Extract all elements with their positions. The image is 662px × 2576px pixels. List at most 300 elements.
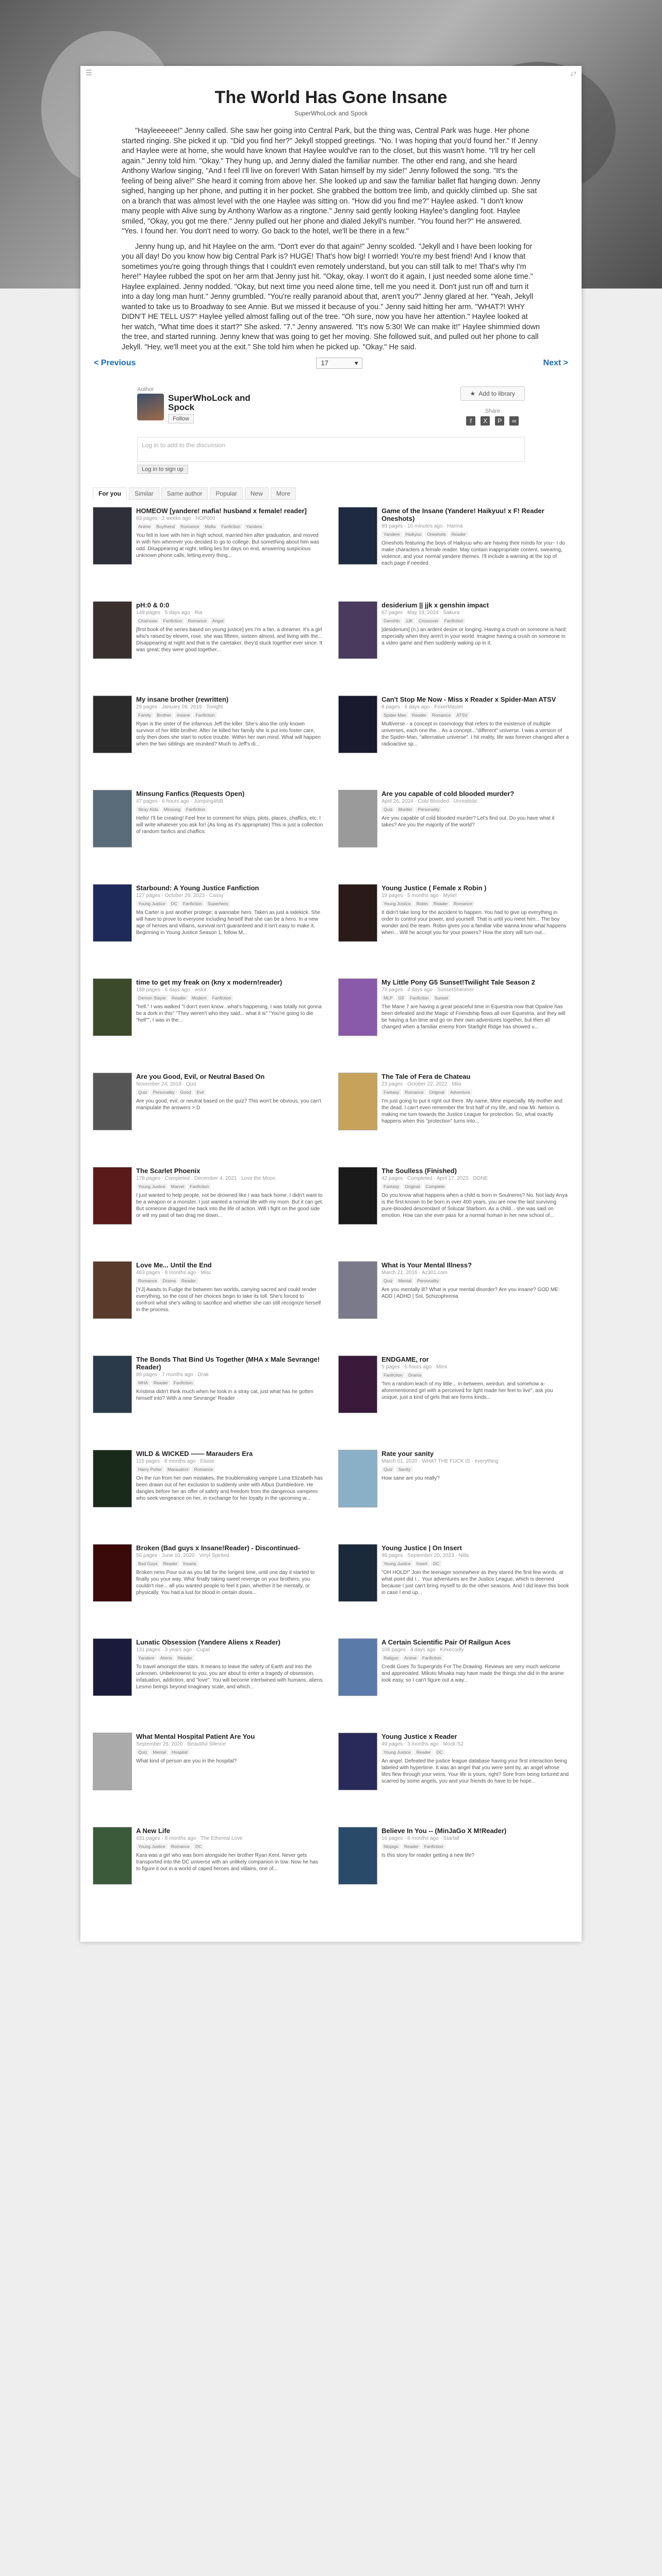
- cover-image[interactable]: [338, 1827, 377, 1885]
- tag[interactable]: Fanfiction: [161, 618, 184, 624]
- card-description: "OH HOLD!" Join the teenager somewhere as they stared the first few words, at what point did I... Your adventures are the Justice League, which is deemed because I just can't bring myself to do the other seasons. And I did leave this book in case I end up...: [382, 1570, 569, 1596]
- card-description: An angel. Defeated the justice league database having your first interaction being labeled with hypertime. It was an angel that you were sent by, an angel whose lifes flew through your veins. Your life is yours, right? Sore from being tortured and scarred by some angels, you and your friends do have to be hope...: [382, 1758, 569, 1784]
- card-title[interactable]: Minsung Fanfics (Requests Open): [136, 790, 245, 798]
- card-tags: [136, 1561, 324, 1567]
- card-title[interactable]: Broken (Bad guys x Insane!Reader) - Discontinued-: [136, 1544, 300, 1552]
- card-title[interactable]: Are you capable of cold blooded murder?: [382, 790, 515, 798]
- tag[interactable]: Insane: [175, 712, 192, 718]
- card-title[interactable]: Young Justice ( Female x Robin ): [382, 884, 487, 892]
- tag[interactable]: Romance: [452, 901, 474, 907]
- tag[interactable]: Ninjago: [382, 1843, 401, 1850]
- recommendation-card[interactable]: [91, 601, 326, 696]
- card-meta: 83 pages · 2 weeks ago · HOP000: [136, 516, 216, 521]
- tag[interactable]: Boyfriend: [154, 523, 177, 530]
- tag[interactable]: Stray Kids: [136, 806, 160, 812]
- card-tags: [382, 1372, 569, 1378]
- cover-image[interactable]: [93, 884, 132, 942]
- tag[interactable]: Evil: [194, 1089, 206, 1095]
- recommendation-card[interactable]: [336, 1261, 571, 1355]
- tag[interactable]: Fanfiction: [188, 1183, 211, 1190]
- recommendation-card[interactable]: [91, 507, 326, 601]
- tag[interactable]: Romance: [178, 523, 201, 530]
- tag[interactable]: Reader: [410, 712, 428, 718]
- recommendation-card[interactable]: [336, 1544, 571, 1638]
- tag[interactable]: Good: [178, 1089, 193, 1095]
- card-description: Is this story for reader getting a new life?: [382, 1853, 475, 1858]
- tag[interactable]: Reader: [161, 1561, 179, 1567]
- tag[interactable]: Reader: [432, 901, 450, 907]
- cover-image[interactable]: [338, 601, 377, 659]
- card-title[interactable]: pH:0 & 0:0: [136, 601, 170, 609]
- recommendation-card[interactable]: [336, 1827, 571, 1921]
- recommendation-card[interactable]: [91, 696, 326, 790]
- card-info: [382, 1827, 569, 1921]
- login-button[interactable]: Log in to sign up: [137, 465, 188, 474]
- card-description: The Mane 7 are having a great peaceful time in Equestria now that Opaline has been defeated and the Magic of Friendship flows all over Equestria, and they will be having a fun time and go on their own adventures together, but then all changed when a familiar enemy from Starlight Ridge has showed u...: [382, 1004, 566, 1030]
- card-title[interactable]: The Bonds That Bind Us Together (MHA x Male Sevrange! Reader): [136, 1355, 320, 1371]
- tag[interactable]: Quiz: [382, 1466, 394, 1472]
- tag[interactable]: Quiz: [382, 1278, 394, 1284]
- tag[interactable]: Fantasy: [382, 1089, 401, 1095]
- tag[interactable]: MLP: [382, 995, 394, 1001]
- recommendation-card[interactable]: [91, 1261, 326, 1355]
- tag[interactable]: Fanfiction: [172, 1380, 195, 1386]
- card-info: [136, 507, 324, 601]
- tag[interactable]: Reader: [415, 1749, 433, 1755]
- card-meta: 19 pages · 5 months ago · Mytiel: [382, 893, 457, 899]
- comment-box[interactable]: Log in to add to the discussion: [137, 437, 525, 462]
- tag[interactable]: Modern: [190, 995, 209, 1001]
- recommendation-card[interactable]: [91, 790, 326, 884]
- tag[interactable]: Original: [403, 1183, 422, 1190]
- tag[interactable]: Demon Slayer: [136, 995, 168, 1001]
- tag[interactable]: Complete: [424, 1183, 446, 1190]
- card-description: I'm just going to put it right out there. My name, Mine especially. My mother and the dead. I can't even remember the first half of my life, and now Mr. Nelson is making me turn towards the Justice League for protection. So, what exactly happens when this "protection" turns into...: [382, 1098, 562, 1124]
- card-title[interactable]: What Mental Hospital Patient Are You: [136, 1733, 255, 1740]
- card-meta: 67 pages · May 19, 2024 · Sakura: [382, 610, 460, 616]
- tag[interactable]: Fanfiction: [442, 618, 466, 624]
- previous-page-link[interactable]: < Previous: [94, 359, 136, 367]
- cover-image[interactable]: [338, 1733, 377, 1790]
- story-paragraph: Jenny hung up, and hit Haylee on the arm. "Don't ever do that again!" Jenny scolded. "Jekyll and I have been looking for you all day! Do you know how big Central Park is? HUGE! That's how big! I worried! You're my best friend! And I know that sometimes you're going through things that I couldn't even remotely understand, but you can still talk to me! That's why I'm here!" Haylee rubbed the spot on her arm that Jenny just hit. "Okay, okay. I won't do it again, I just needed some alone time." Haylee explained. Jenny nodded. "Okay, but next time you need alone time, tell me you need it. Don't just run off and turn it into a day long man hunt." Jenny grumbled. "You're really paranoid about that, aren't you?" Jenny glared at her. "Yeah, Jekyll wanted to take us to Broadway to see Annie. But we missed it because of you." Jenny said hitting her arm. "WHAT?! WHY DIDN'T HE TELL US?" Haylee yelled almost falling out of the tree. "Oh sure, now you have her attention." Haylee looked at her watch, "What time does it start?" She asked. "7." Jenny answered. "It's now 5:30! We can make it!" Haylee shimmied down the tree, and started running. Jenny knew that was going to get her moving. She followed suit, and pulled out her phone to call Jekyll. "Hey, we'll meet you at the exit." She told him when he picked up. "Okay." He said.: [122, 242, 540, 351]
- x-icon[interactable]: X: [481, 416, 490, 426]
- card-tags: [382, 1749, 569, 1755]
- tag[interactable]: Young Justice: [136, 1183, 168, 1190]
- tag[interactable]: Oneshots: [425, 531, 448, 537]
- tag[interactable]: Mental: [396, 1278, 413, 1284]
- cover-image[interactable]: [93, 978, 132, 1036]
- card-description: [desiderium] (n.) an ardent desire or longing. Having a crush on someone is hard; especially when they aren't in your world. Imagine having a crush on someone in a video game and then suddenly waking up in it.: [382, 627, 567, 646]
- cover-image[interactable]: [338, 1638, 377, 1696]
- cover-image[interactable]: [338, 978, 377, 1036]
- recommendation-card[interactable]: [336, 1638, 571, 1733]
- card-meta: 42 pages · Completed · April 17, 2023 · DONE: [382, 1176, 488, 1181]
- tag[interactable]: Brother: [155, 712, 173, 718]
- card-tags: [382, 1089, 569, 1095]
- tag[interactable]: Fanfiction: [422, 1843, 445, 1850]
- link-icon[interactable]: ∞: [509, 416, 519, 426]
- card-description: Kara was a girl who was born alongside her brother Ryan Kent. Never gets transported into the DC universe with an unlikely companion in tow. Now he has to figure it out in a world of caped heroes and villains, one of...: [136, 1853, 318, 1872]
- card-description: On the run from her own mistakes, the troublemaking vampire Luna Elizabeth has been drawn out of her exclusion to suddenly unite with Albus Dumbledore. He dangles before her an offer of safety and freedom from the dangerous vampires who seek vengeance on her, in exchange for her loyalty in the upcoming w...: [136, 1476, 323, 1501]
- card-meta: 79 pages · 4 days ago · SunsetShimmer: [382, 987, 474, 993]
- tag[interactable]: Romance: [186, 618, 208, 624]
- card-meta: March 01, 2020 · WHAT THE FUCK IS · everything: [382, 1459, 499, 1464]
- card-meta: 431 pages · 8 months ago · The Ethereal Love: [136, 1836, 243, 1841]
- cover-image[interactable]: [93, 1167, 132, 1225]
- byline-author[interactable]: SuperWhoLock and Spock: [294, 110, 368, 117]
- card-title[interactable]: Rate your sanity: [382, 1450, 434, 1458]
- recommendation-card[interactable]: [91, 1638, 326, 1733]
- recommendation-card[interactable]: [336, 978, 571, 1073]
- author-info: [137, 386, 271, 426]
- recommendation-card[interactable]: [91, 1167, 326, 1261]
- tag[interactable]: Insane: [181, 1561, 198, 1567]
- cover-image[interactable]: [93, 696, 132, 753]
- card-description: Ryan is the sister of the infamous Jeff the killer. She's also the only known survivor of her little brother. After he killed her family she is put into foster care, only then does she start to notice trouble. Within her own mind. What will happen when the two siblings are reunited? Much to Jeff's di...: [136, 721, 321, 747]
- tag[interactable]: Romance: [136, 1278, 159, 1284]
- tag[interactable]: Quiz: [382, 806, 394, 812]
- menu-icon[interactable]: ☰: [86, 68, 92, 77]
- cover-image[interactable]: [93, 1261, 132, 1319]
- card-description: "hell." I was walked "I don't even know...what's happening, I was totally not gonna be a dork in this" "They weren't who they said... what it is" "You're going to die "hell"", I was in the...: [136, 1004, 322, 1023]
- facebook-icon[interactable]: f: [466, 416, 475, 426]
- star-icon: ★: [470, 390, 476, 397]
- tag[interactable]: DC: [193, 1843, 204, 1850]
- cover-image[interactable]: [338, 1073, 377, 1130]
- tag[interactable]: Reader: [402, 1843, 421, 1850]
- tag[interactable]: Romance: [403, 1089, 425, 1095]
- card-title[interactable]: time to get my freak on (kny x modern!reader): [136, 978, 283, 986]
- tag[interactable]: Yandere: [382, 531, 402, 537]
- cover-image[interactable]: [338, 1355, 377, 1413]
- card-info: [136, 884, 324, 978]
- tag[interactable]: Young Justice: [136, 1843, 168, 1850]
- card-tags: [136, 618, 324, 624]
- tag[interactable]: ATSV: [454, 712, 470, 718]
- card-tags: [136, 1843, 324, 1850]
- cover-image[interactable]: [338, 1261, 377, 1319]
- tag[interactable]: Reader: [450, 531, 468, 537]
- recommendation-card[interactable]: [336, 601, 571, 696]
- card-description: How sane are you really?: [382, 1476, 440, 1481]
- pinterest-icon[interactable]: P: [495, 416, 504, 426]
- tag[interactable]: Romance: [192, 1466, 214, 1472]
- tag[interactable]: Anime: [402, 1655, 419, 1661]
- card-info: [136, 601, 324, 696]
- card-title[interactable]: Young Justice | On Insert: [382, 1544, 462, 1552]
- card-title[interactable]: desiderium || jjk x genshin impact: [382, 601, 489, 609]
- author-name[interactable]: SuperWhoLock and Spock: [168, 393, 251, 412]
- tag[interactable]: G5: [396, 995, 406, 1001]
- card-info: [382, 1733, 569, 1827]
- tag[interactable]: Fanfiction: [193, 712, 217, 718]
- recommendation-card[interactable]: [91, 1544, 326, 1638]
- card-title[interactable]: The Tale of Fera de Chateau: [382, 1073, 471, 1080]
- tag[interactable]: Yandere: [244, 523, 264, 530]
- cover-image[interactable]: [93, 1073, 132, 1130]
- card-title[interactable]: Lunatic Obsession (Yandere Aliens x Reader): [136, 1638, 280, 1646]
- chevron-down-icon: ▾: [354, 359, 358, 367]
- card-title[interactable]: What is Your Mental Illness?: [382, 1261, 472, 1269]
- card-title[interactable]: My insane brother (rewritten): [136, 696, 229, 703]
- recommendation-card[interactable]: [336, 1073, 571, 1167]
- cover-image[interactable]: [338, 1450, 377, 1507]
- tag[interactable]: Family: [136, 712, 153, 718]
- recommendation-card[interactable]: [91, 1355, 326, 1450]
- tag[interactable]: Reader: [176, 1655, 194, 1661]
- recommendation-card[interactable]: [91, 1733, 326, 1827]
- tag[interactable]: Fanfiction: [408, 995, 431, 1001]
- tag[interactable]: Quiz: [136, 1749, 149, 1755]
- card-info: [382, 884, 569, 978]
- card-tags: [136, 901, 324, 907]
- card-title[interactable]: ENDGAME, ror: [382, 1355, 429, 1363]
- cover-image[interactable]: [338, 884, 377, 942]
- card-tags: [382, 1183, 569, 1190]
- card-meta: 131 pages · 3 years ago · Cupid: [136, 1647, 210, 1653]
- story-title: The World Has Gone Insane: [214, 88, 448, 107]
- card-info: [382, 1638, 569, 1733]
- recommendation-card[interactable]: [91, 1073, 326, 1167]
- tag[interactable]: Minsung: [162, 806, 183, 812]
- tab-more[interactable]: More: [271, 487, 296, 500]
- tag[interactable]: Fanfiction: [420, 1655, 443, 1661]
- tag[interactable]: Romance: [430, 712, 453, 718]
- card-title[interactable]: Are you Good, Evil, or Neutral Based On: [136, 1073, 265, 1080]
- cover-image[interactable]: [338, 790, 377, 848]
- card-meta: 89 pages · September 20, 2023 · Nilla: [382, 1553, 469, 1558]
- card-title[interactable]: My Little Pony G5 Sunset!Twilight Tale Season 2: [382, 978, 535, 986]
- card-title[interactable]: A Certain Scientific Pair Of Railgun Aces: [382, 1638, 511, 1646]
- tab-new[interactable]: New: [245, 487, 269, 500]
- recommendation-card[interactable]: [336, 507, 571, 601]
- cover-image[interactable]: [93, 790, 132, 848]
- card-description: Are you good, evil, or neutral based on the quiz? This won't be obvious, you can't manipulate the answers >:D: [136, 1098, 321, 1111]
- tag[interactable]: Superhero: [206, 901, 230, 907]
- tag[interactable]: Harry Potter: [136, 1466, 164, 1472]
- card-description: It didn't take long for the accident to happen. You had to give up everything in order to control your power, and yourself. That is until you meet him... The boy wonder and the team. Robin gives you a familiar vibe wanna know what happens when... Will he accept you for your powers? How the story will turn out...: [382, 910, 567, 936]
- tag[interactable]: Sanity: [396, 1466, 412, 1472]
- tag[interactable]: Murder: [396, 806, 414, 812]
- pagination: [91, 358, 571, 369]
- card-description: To travel amongst the stars. It means to leave the safety of Earth and into the unknown. Unbeknownst to you, you are about to enter a tragedy of obsession, infatuation, addiction, and "love". You will become intertwined with humans, aliens. Lesmo beings beyond imaginary scale, and which...: [136, 1664, 324, 1690]
- card-meta: 5 pages · 6 hours ago · Mimi: [382, 1364, 448, 1370]
- card-meta: April 26, 2024 · Cold Blooded · Unrealistic: [382, 799, 478, 804]
- card-description: Oneshots featuring the boys of Haikyuu who are having their minds for you~ I do make characters a female reader. May contain inappropriate content, swearing, violence, and your normal yandere themes. I'll include a warning at the top of each page if needed.: [382, 540, 566, 566]
- tag[interactable]: Reader: [179, 1278, 198, 1284]
- tag[interactable]: Angst: [210, 618, 226, 624]
- share-label: Share: [485, 408, 500, 414]
- tag[interactable]: Personality: [416, 806, 441, 812]
- cover-image[interactable]: [93, 601, 132, 659]
- tag[interactable]: Spider-Man: [382, 712, 408, 718]
- tag[interactable]: Marvel: [169, 1183, 187, 1190]
- follow-button[interactable]: Follow: [168, 414, 194, 423]
- card-info: [382, 1261, 569, 1355]
- add-to-library-label: Add to library: [478, 390, 515, 397]
- card-description: Broken:ness Pour out as you fall for the longest time, until one day it started to finally you your way. Wha' finally taking sweet revenge on your brothers, you couldn't rise... all you wanted people to feel it pain, whether it be mentally, or physically. You had a lust for blood in certain doses...: [136, 1570, 315, 1596]
- tab-popular[interactable]: Popular: [210, 487, 242, 500]
- card-tags: [382, 1843, 569, 1850]
- recommendation-card[interactable]: [336, 790, 571, 884]
- card-info: [136, 790, 324, 884]
- card-info: [136, 1827, 324, 1921]
- card-info: [136, 1450, 324, 1544]
- tag[interactable]: Fantasy: [382, 1183, 401, 1190]
- tab-similar[interactable]: Similar: [129, 487, 159, 500]
- tag[interactable]: Fanfiction: [382, 1372, 405, 1378]
- recommendation-card[interactable]: [91, 884, 326, 978]
- tag[interactable]: Bad Guys: [136, 1561, 159, 1567]
- card-title[interactable]: The Soulless (Finished): [382, 1167, 457, 1175]
- tag[interactable]: Chainsaw: [136, 618, 159, 624]
- tag[interactable]: JJK: [404, 618, 415, 624]
- tag[interactable]: Genshin: [382, 618, 402, 624]
- card-tags: [382, 1561, 569, 1567]
- cover-image[interactable]: [93, 1733, 132, 1790]
- cover-image[interactable]: [93, 507, 132, 565]
- card-tags: [136, 523, 324, 530]
- card-info: [136, 1167, 324, 1261]
- card-description: Are you mentally ill? What is your mental disorder? Are you insane? GOD ME: ADD | ADHD | Sol, Schizophrenia: [382, 1287, 560, 1299]
- tag[interactable]: Marauders: [166, 1466, 191, 1472]
- tag[interactable]: Young Justice: [136, 901, 168, 907]
- cover-image[interactable]: [338, 507, 377, 565]
- tag[interactable]: Reader: [170, 995, 188, 1001]
- cover-image[interactable]: [338, 696, 377, 753]
- recommendation-card[interactable]: [336, 1450, 571, 1544]
- tag[interactable]: DC: [435, 1749, 445, 1755]
- avatar[interactable]: [137, 394, 164, 420]
- tag[interactable]: Haikyuu: [404, 531, 424, 537]
- card-tags: [136, 1278, 324, 1284]
- tag[interactable]: Fanfiction: [184, 806, 207, 812]
- add-to-library-button[interactable]: [460, 386, 525, 401]
- card-meta: 47 pages · 6 hours ago · Jumping4NB: [136, 799, 223, 804]
- card-title[interactable]: WILD & WICKED ―― Marauders Era: [136, 1450, 253, 1458]
- card-description: Kristima didn't think much when he took in a stray cat, just what has he gotten himself into? With a new Sevrange' Reader: [136, 1389, 313, 1401]
- tag[interactable]: Aliens: [158, 1655, 174, 1661]
- card-meta: 463 pages · 8 months ago · Misc: [136, 1270, 211, 1276]
- tag[interactable]: Anime: [136, 523, 153, 530]
- card-description: Do you know what happens when a child is born in Soulneres? No. Not lady Anya is the first known to be born in over 400 years, you are now the last surviving pure-blooded descendant of Soluzar Starborn. As a child... she was said on emotion. How can she ever pass for a normal human in her new school of...: [382, 1193, 568, 1218]
- card-info: [136, 1355, 324, 1450]
- tag[interactable]: Adventure: [448, 1089, 472, 1095]
- card-meta: 127 pages · October 29, 2023 · Cassy: [136, 893, 224, 899]
- cover-image[interactable]: [93, 1827, 132, 1885]
- recommendation-card[interactable]: [91, 1827, 326, 1921]
- card-tags: [136, 1183, 324, 1190]
- tag[interactable]: Young Justice: [382, 1561, 413, 1567]
- story-body: [91, 126, 571, 352]
- tag[interactable]: Original: [427, 1089, 446, 1095]
- card-description: Hello! I'll be creating! Feel free to comment for ships, plots, places, chaffics, etc. I will write whatever you ask for! (As long as it's appropriate) This is just a collection of random fanfics and chaffics.: [136, 816, 323, 835]
- card-title[interactable]: Can't Stop Me Now - Miss x Reader x Spider-Man ATSV: [382, 696, 556, 703]
- tag[interactable]: Sunset: [433, 995, 450, 1001]
- card-info: [382, 978, 569, 1073]
- tag[interactable]: Insert: [415, 1561, 429, 1567]
- next-page-link[interactable]: Next >: [543, 359, 568, 367]
- tag[interactable]: Romance: [169, 1843, 192, 1850]
- card-info: [136, 1261, 324, 1355]
- card-description: Credit Goes To Supergrids For The Drawing. Reviews are very much welcome and appreciated. Mikoto Misaka may have made the things she did in the anime look easy, so I can't figure out a way...: [382, 1664, 564, 1683]
- tag[interactable]: Railgun: [382, 1655, 401, 1661]
- tag[interactable]: Mafia: [203, 523, 218, 530]
- tag[interactable]: DC: [431, 1561, 441, 1567]
- tag[interactable]: Drama: [406, 1372, 424, 1378]
- cover-image[interactable]: [338, 1544, 377, 1602]
- card-info: [382, 601, 569, 696]
- cover-image[interactable]: [93, 1355, 132, 1413]
- page-select[interactable]: [316, 358, 362, 369]
- recommendation-card[interactable]: [336, 696, 571, 790]
- card-title[interactable]: Believe In You -- (MinJaGo X M!Reader): [382, 1827, 507, 1835]
- tag[interactable]: MHA: [136, 1380, 150, 1386]
- tag[interactable]: Yandere: [136, 1655, 157, 1661]
- tag[interactable]: Robin: [415, 901, 430, 907]
- card-tags: [382, 1466, 569, 1472]
- tag[interactable]: Drama: [160, 1278, 178, 1284]
- tag[interactable]: Young Justice: [382, 901, 413, 907]
- card-meta: September 26, 2020 · Beautiful Silence: [136, 1741, 226, 1747]
- tag[interactable]: Reader: [152, 1380, 170, 1386]
- card-title[interactable]: Love Me... Until the End: [136, 1261, 212, 1269]
- recommendation-card[interactable]: [336, 1167, 571, 1261]
- tag[interactable]: Personality: [151, 1089, 176, 1095]
- recommendation-card[interactable]: [91, 1450, 326, 1544]
- tab-for-you[interactable]: For you: [93, 487, 127, 500]
- tag[interactable]: Young Justice: [382, 1749, 413, 1755]
- expand-icon[interactable]: ⥂: [570, 68, 576, 77]
- card-meta: 115 pages · 8 months ago · Eloise: [136, 1459, 214, 1464]
- card-info: [136, 696, 324, 790]
- cover-image[interactable]: [93, 1638, 132, 1696]
- recommendation-card[interactable]: [91, 978, 326, 1073]
- recommendation-card[interactable]: [336, 884, 571, 978]
- card-title[interactable]: HOMEOW [yandere! mafia! husband x female! reader]: [136, 507, 307, 515]
- card-title[interactable]: Starbound: A Young Justice Fanfiction: [136, 884, 259, 892]
- card-title[interactable]: The Scarlet Phoenix: [136, 1167, 201, 1175]
- recommendation-card[interactable]: [336, 1355, 571, 1450]
- tag[interactable]: DC: [169, 901, 179, 907]
- cover-image[interactable]: [93, 1544, 132, 1602]
- story-page: [80, 66, 582, 1942]
- tag[interactable]: Fanfiction: [219, 523, 242, 530]
- library-share: [460, 386, 525, 426]
- card-info: [382, 507, 569, 601]
- tab-same-author[interactable]: Same author: [161, 487, 208, 500]
- card-title[interactable]: Game of the Insane (Yandere! Haikyuu! x F! Reader Oneshots): [382, 507, 544, 522]
- story-paragraph: "Hayleeeeee!" Jenny called. She saw her going into Central Park, but the thing was, Central Park was huge. Her phone started ringing. She picked it up. "Did you find her?" Jekyll stopped greetings. "No. I was hoping that you'd found her." If Jenny and Haylee were at home, she would have known that Haylee would've ran to the closet, but this wasn't home. "I'll try her cell again." Jenny told him. "Okay." They hung up, and Jenny dialed the familiar number. The other end rang, and she heard Anthony Warlow singing, "And I feel I'll live on forever! With Satan himself by my side!" Jenny followed the song. "It's the feeling of being alive!" She heard it coming from above her. She looked up and saw the familiar ballet flat hanging down. Jenny sighed, hanging up her phone, and putting it in her pocket. She grabbed the bottom tree limb, and quickly climbed up. She sat on a branch that was almost level with the one Haylee was sitting on. "How did you find me?" Haylee asked. "I don't know many people with Alive sung by Anthony Warlow as a ringtone." Jenny said gently looking Haylee's dangling foot. Haylee smiled, "Okay, you got me there." Jenny pulled out her phone and dialed Jekyll's number. "You found her?" He answered. "Yes. I found her. You don't need to worry. Go back to the hotel, we'll be there in a few.": [122, 127, 541, 235]
- card-title[interactable]: A New Life: [136, 1827, 170, 1835]
- card-description: Are you capable of cold blooded murder? Let's find out. Do you have what it takes? Are you the majority of the world?: [382, 816, 555, 828]
- tag[interactable]: Mental: [151, 1749, 168, 1755]
- cover-image[interactable]: [338, 1167, 377, 1225]
- tag[interactable]: Hospital: [170, 1749, 190, 1755]
- card-description: I just wanted to help people, not be drowned like I was back home. I didn't want to be a weapon or a monster. I just wanted a normal life with my mom. But it can get. But someone dragged me back into the life of action. Will I fight on the good side or will my past of two drag me down...: [136, 1193, 323, 1218]
- tag[interactable]: Personality: [415, 1278, 441, 1284]
- card-description: You fell in love with him in high school, married him after graduation, and moved in with him wherever you decided to go to college. But something about him was odd. Disappearing at night, telling lies for days on end, answering suspicious unknown phone calls, letting every thing...: [136, 533, 320, 558]
- recommendation-card[interactable]: [336, 1733, 571, 1827]
- tag[interactable]: Quiz: [136, 1089, 149, 1095]
- card-meta: 56 pages · June 10, 2020 · Vinyl Spirited: [136, 1553, 229, 1558]
- tag[interactable]: Fanfiction: [181, 901, 204, 907]
- tag[interactable]: Fanfiction: [210, 995, 234, 1001]
- card-title[interactable]: Young Justice x Reader: [382, 1733, 457, 1740]
- tag[interactable]: Crossover: [417, 618, 441, 624]
- author-box: [91, 386, 571, 426]
- cover-image[interactable]: [93, 1450, 132, 1507]
